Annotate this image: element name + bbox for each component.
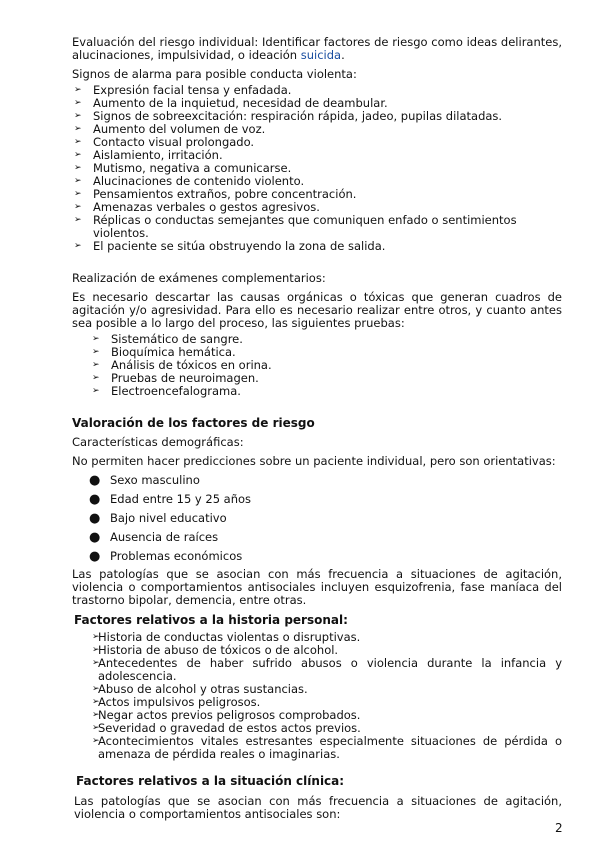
arrow-bullet-icon: ➢ [74,163,82,173]
alarm-item-text: Pensamientos extraños, pobre concentración. [93,187,357,201]
alarm-list [72,84,562,253]
patologias-paragraph: Las patologías que se asocian con más frecuencia a situaciones de agitación, violencia o comportamientos antisociales incluyen esquizofrenia, fase maníaca del trastorno bipolar, demencia, entre otras. [72,567,562,607]
arrow-bullet-icon: ➢ [74,85,82,95]
arrow-bullet-icon: ➢ [92,736,100,746]
document-page [72,36,562,821]
personal-item-text: Negar actos previos peligrosos comprobados. [98,708,361,722]
arrow-bullet-icon: ➢ [74,202,82,212]
exams-list [72,333,562,398]
alarm-item-text: Contacto visual prolongado. [93,135,255,149]
exam-item-text: Bioquímica hemática. [111,345,236,359]
demographic-item-text: Bajo nivel educativo [110,511,227,525]
risk-heading: Valoración de los factores de riesgo [72,416,315,430]
alarm-item-text: Mutismo, negativa a comunicarse. [93,161,292,175]
personal-item-text: Actos impulsivos peligrosos. [98,695,261,709]
arrow-bullet-icon: ➢ [92,723,100,733]
alarm-item [72,240,562,253]
demographic-item [72,528,562,547]
arrow-bullet-icon: ➢ [92,645,100,655]
exam-item [72,385,562,398]
exam-item-text: Pruebas de neuroimagen. [111,371,259,385]
arrow-bullet-icon: ➢ [92,334,100,344]
intro-end: . [341,48,345,62]
arrow-bullet-icon: ➢ [92,658,100,668]
alarm-item-text: Amenazas verbales o gestos agresivos. [93,200,320,214]
exam-item-text: Análisis de tóxicos en orina. [111,358,272,372]
alarm-item-text: Expresión facial tensa y enfadada. [93,83,292,97]
alarm-item-text: Aumento del volumen de voz. [93,122,266,136]
demographic-item [72,471,562,490]
personal-item [72,657,562,683]
arrow-bullet-icon: ➢ [92,373,100,383]
alarm-item-text: Signos de sobreexcitación: respiración rápida, jadeo, pupilas dilatadas. [93,109,503,123]
demographic-item [72,509,562,528]
alarm-item-text: Alucinaciones de contenido violento. [93,174,305,188]
arrow-bullet-icon: ➢ [74,150,82,160]
arrow-bullet-icon: ➢ [74,189,82,199]
bullet-icon: ● [89,492,101,507]
arrow-bullet-icon: ➢ [74,137,82,147]
demographic-list [72,471,562,566]
personal-item-text: Historia de abuso de tóxicos o de alcohol. [98,643,339,657]
personal-item-text: Historia de conductas violentas o disruptivas. [98,630,361,644]
intro-text: Evaluación del riesgo individual: Identificar factores de riesgo como ideas delirantes, alucinaciones, impulsividad, o ideación [72,35,562,62]
arrow-bullet-icon: ➢ [74,98,82,108]
exams-paragraph: Es necesario descartar las causas orgánicas o tóxicas que generan cuadros de agitación y/o agresividad. Para ello es necesario realizar entre otros, y cuanto antes sea posible a lo largo del proceso, las siguientes pruebas: [72,290,562,330]
arrow-bullet-icon: ➢ [92,632,100,642]
demographic-item-text: Edad entre 15 y 25 años [110,492,252,506]
arrow-bullet-icon: ➢ [92,386,100,396]
arrow-bullet-icon: ➢ [74,176,82,186]
personal-list [72,631,562,761]
alarm-item-text: Réplicas o conductas semejantes que comuniquen enfado o sentimientos violentos. [93,213,517,240]
demographic-item-text: Problemas económicos [110,549,243,563]
bullet-icon: ● [89,511,101,526]
exams-title: Realización de exámenes complementarios: [72,271,326,285]
exam-item-text: Sistemático de sangre. [111,332,243,346]
exam-item-text: Electroencefalograma. [111,384,241,398]
demographic-item [72,547,562,566]
personal-item-text: Abuso de alcohol y otras sustancias. [98,682,308,696]
page-number: 2 [555,821,563,835]
demographic-item [72,490,562,509]
clinical-heading: Factores relativos a la situación clínica: [76,774,345,788]
clinical-paragraph: Las patologías que se asocian con más frecuencia a situaciones de agitación, violencia o comportamientos antisociales son: [74,794,562,821]
intro-paragraph [72,36,562,62]
alarm-item-text: El paciente se sitúa obstruyendo la zona de salida. [93,239,386,253]
arrow-bullet-icon: ➢ [92,360,100,370]
personal-item-text: Antecedentes de haber sufrido abusos o violencia durante la infancia y adolescencia. [98,656,562,683]
demographic-item-text: Sexo masculino [110,473,200,487]
alarm-item-text: Aislamiento, irritación. [93,148,223,162]
bullet-icon: ● [89,530,101,545]
bullet-icon: ● [89,549,101,564]
alarm-title: Signos de alarma para posible conducta violenta: [72,67,357,81]
demographic-title: Características demográficas: [72,435,244,449]
arrow-bullet-icon: ➢ [92,697,100,707]
personal-item-text: Severidad o gravedad de estos actos previos. [98,721,361,735]
alarm-item-text: Aumento de la inquietud, necesidad de deambular. [93,96,388,110]
arrow-bullet-icon: ➢ [74,111,82,121]
demographic-item-text: Ausencia de raíces [110,530,219,544]
arrow-bullet-icon: ➢ [92,710,100,720]
arrow-bullet-icon: ➢ [74,215,82,225]
personal-item [72,735,562,761]
bullet-icon: ● [89,473,101,488]
suicida-link[interactable]: suicida [300,48,342,62]
personal-item-text: Acontecimientos vitales estresantes especialmente situaciones de pérdida o amenaza de pérdida reales o imaginarias. [98,734,562,761]
alarm-item [72,214,562,240]
demographic-intro: No permiten hacer predicciones sobre un paciente individual, pero son orientativas: [72,454,556,468]
arrow-bullet-icon: ➢ [92,684,100,694]
arrow-bullet-icon: ➢ [74,124,82,134]
arrow-bullet-icon: ➢ [92,347,100,357]
arrow-bullet-icon: ➢ [74,241,82,251]
personal-heading: Factores relativos a la historia personal: [74,613,348,627]
